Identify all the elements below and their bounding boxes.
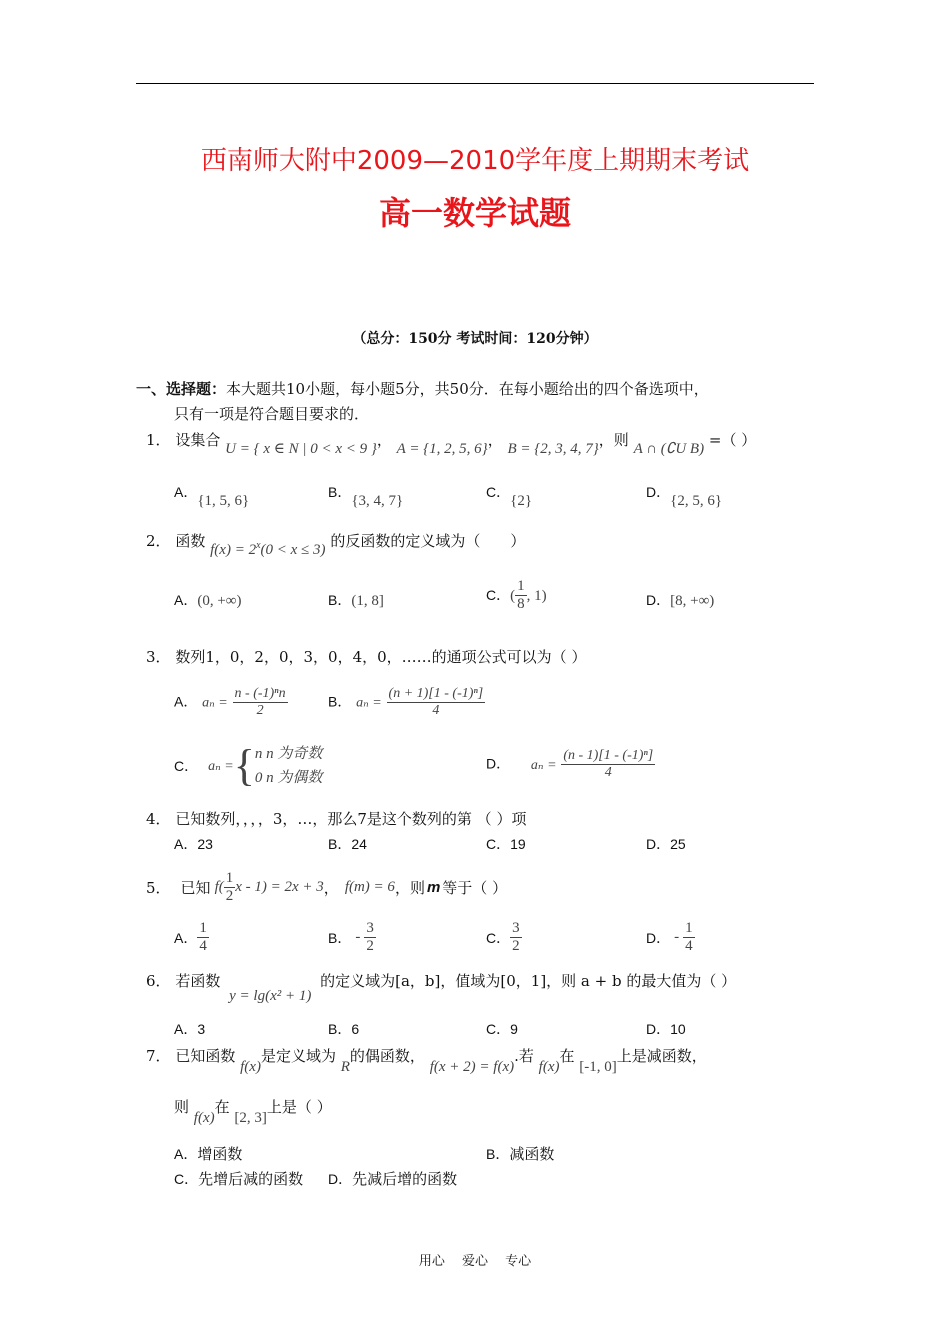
q3-option-d-numerator: (n - 1)[1 - (-1)ⁿ]	[561, 748, 655, 765]
q7-option-a-value: 增函数	[197, 1145, 243, 1163]
q4-option-a-label: A．	[174, 836, 198, 852]
q7-option-d	[328, 1168, 457, 1189]
q6-option-b-value: 6	[351, 1021, 360, 1037]
q3-option-d-label: D．	[486, 755, 511, 772]
q5-option-d-fraction	[683, 920, 695, 956]
q3-option-a-fraction	[233, 686, 288, 719]
q1-equals: =（ ）	[708, 431, 757, 449]
q3-option-d	[486, 748, 655, 781]
q7-option-d-value: 先减后增的函数	[352, 1170, 458, 1188]
exam-subtitle: 高一数学试题	[378, 194, 571, 232]
q2-function	[210, 542, 325, 558]
q5-option-d-label: D．	[646, 929, 671, 946]
q7-line2-pre: 则	[174, 1098, 190, 1116]
q5-f-numerator: 1	[224, 870, 236, 888]
q6-option-d-label: D．	[646, 1021, 671, 1037]
q3-option-b-denominator: 4	[432, 703, 440, 719]
q1-option-d	[646, 482, 723, 509]
q3-option-a-an: aₙ =	[202, 695, 228, 711]
q6-number: 6．	[146, 972, 171, 990]
q1-stem: 设集合	[175, 431, 221, 449]
q5-option-c	[486, 920, 522, 956]
exam-title: 西南师大附中2009—2010学年度上期期末考试	[200, 146, 750, 176]
q5-f-rest: x - 1) = 2x + 3	[235, 879, 324, 896]
q7-text6: 在	[214, 1098, 230, 1116]
q5-comma: ，	[323, 879, 339, 898]
question-3	[146, 646, 586, 667]
q2-option-a-value: (0, +∞)	[197, 593, 242, 609]
q5-f-fraction	[224, 870, 236, 906]
q4-option-d-label: D．	[646, 836, 671, 852]
q5-option-c-denominator: 2	[512, 938, 520, 955]
q4-option-c-label: C．	[486, 836, 511, 852]
q2-function-domain: (0 < x ≤ 3)	[260, 542, 326, 558]
section-intro-line2: 只有一项是符合题目要求的．	[174, 405, 370, 423]
q6-option-a	[174, 1019, 205, 1039]
q2-option-b-value: (1, 8]	[351, 593, 384, 609]
q3-option-b-label: B．	[328, 693, 352, 710]
q5-option-c-fraction	[510, 920, 522, 956]
question-7	[146, 1045, 707, 1075]
q1-then: ，则	[598, 431, 629, 449]
q7-text1: 是定义域为	[260, 1047, 336, 1065]
q6-option-d	[646, 1019, 686, 1039]
q3-option-a-denominator: 2	[256, 703, 264, 719]
q1-number: 1．	[146, 431, 171, 449]
q5-option-a-numerator: 1	[197, 920, 209, 938]
q4-option-a	[174, 834, 213, 854]
q5-option-a-label: A．	[174, 929, 198, 946]
q4-stem: 已知数列，，，，3，…，那么7是这个数列的第 （ ）项	[175, 810, 527, 828]
q3-option-c-an: aₙ =	[208, 758, 234, 774]
q6-option-c-value: 9	[510, 1021, 518, 1037]
q3-option-d-denominator: 4	[604, 765, 612, 781]
q7-number: 7．	[146, 1047, 171, 1065]
q7-interval1: [-1, 0]	[579, 1059, 617, 1075]
section-heading: 一、选择题：	[136, 380, 227, 398]
q7-option-c-label: C．	[174, 1171, 199, 1187]
question-4	[146, 808, 526, 829]
q3-option-b-numerator: (n + 1)[1 - (-1)ⁿ]	[387, 686, 486, 703]
q3-option-b-an: aₙ =	[356, 695, 382, 711]
q3-option-c-row2: 0 n 为偶数	[254, 770, 323, 786]
section-intro	[136, 378, 709, 399]
q5-option-b	[328, 920, 376, 956]
q5-option-b-sign: -	[355, 929, 361, 946]
q7-interval2: [2, 3]	[234, 1110, 267, 1126]
q1-option-c	[486, 482, 533, 509]
q7-option-a	[174, 1143, 242, 1164]
q2-option-b	[328, 590, 384, 610]
q5-option-b-denominator: 2	[366, 938, 374, 955]
q5-option-d	[646, 920, 695, 956]
q5-option-a-denominator: 4	[199, 938, 207, 955]
q2-option-b-label: B．	[328, 592, 352, 608]
q1-option-a-value: {1, 5, 6}	[197, 493, 250, 509]
q5-option-c-label: C．	[486, 929, 511, 946]
q7-r: R	[340, 1059, 350, 1075]
q2-function-exponent: x	[256, 540, 261, 551]
page-footer: 用心 爱心 专心	[418, 1254, 532, 1269]
q6-rest: 的定义域为[a，b]，值域为[0，1]，则 a + b 的最大值为（ ）	[320, 972, 737, 990]
q2-option-c-denominator: 8	[517, 596, 525, 613]
q1-comma1: ，	[376, 431, 392, 449]
q5-option-d-denominator: 4	[685, 938, 693, 955]
q7-text7: 上是（ ）	[266, 1098, 332, 1116]
q2-option-c-open: (	[510, 587, 516, 604]
q3-option-c	[174, 742, 322, 790]
header-rule	[136, 83, 814, 84]
q7-stem: 已知函数	[175, 1047, 236, 1065]
q7-fx2: f(x)	[538, 1059, 560, 1075]
q7-option-b-value: 减函数	[509, 1145, 555, 1163]
q6-stem: 若函数	[175, 972, 221, 990]
q2-option-c	[486, 578, 547, 614]
q1-option-a	[174, 482, 250, 509]
q7-text4: 在	[559, 1047, 575, 1065]
q2-option-d-label: D．	[646, 592, 671, 608]
q2-function-base: f(x) = 2	[210, 542, 257, 558]
q7-option-b-label: B．	[486, 1146, 510, 1162]
q1-option-c-value: {2}	[510, 493, 533, 509]
question-2	[146, 530, 526, 558]
q1-option-d-value: {2, 5, 6}	[670, 493, 723, 509]
q2-rest: 的反函数的定义域为（ ）	[330, 532, 526, 550]
q7-text2: 的偶函数，	[349, 1047, 425, 1065]
q1-option-b-label: B．	[328, 484, 352, 500]
q5-option-d-numerator: 1	[683, 920, 695, 938]
q7-fx3: f(x)	[193, 1110, 215, 1126]
q1-option-b-value: {3, 4, 7}	[351, 493, 404, 509]
q1-set-a: A = {1, 2, 5, 6}	[396, 441, 488, 457]
q3-option-b-fraction	[387, 686, 486, 719]
q3-stem: 数列1，0，2，0，3，0，4，0，……的通项公式可以为（ ）	[175, 648, 587, 666]
q6-option-a-value: 3	[197, 1021, 206, 1037]
q3-option-a-numerator: n - (-1)ⁿn	[233, 686, 288, 703]
q2-option-c-numerator: 1	[515, 578, 527, 596]
section-intro-line1: 本大题共10小题，每小题5分，共50分．在每小题给出的四个备选项中，	[226, 380, 709, 398]
q1-expression: A ∩ (∁U B)	[633, 441, 705, 457]
q7-fx: f(x)	[240, 1059, 261, 1075]
q2-option-d	[646, 590, 714, 610]
q3-option-b	[328, 686, 485, 719]
q5-f-denominator: 2	[225, 888, 234, 905]
q6-function: y = lg(x² + 1)	[229, 988, 312, 1004]
q6-option-c-label: C．	[486, 1021, 511, 1037]
q3-number: 3．	[146, 648, 171, 666]
q5-option-b-numerator: 3	[364, 920, 376, 938]
q2-option-a-label: A．	[174, 592, 198, 608]
q5-rest: ，则	[394, 879, 425, 898]
q3-option-c-label: C．	[174, 758, 199, 774]
q4-option-d	[646, 834, 686, 854]
q1-option-b	[328, 482, 404, 509]
q5-option-a	[174, 920, 209, 956]
q6-option-a-label: A．	[174, 1021, 198, 1037]
question-7-line2	[174, 1096, 332, 1126]
q5-number: 5．	[146, 879, 171, 898]
q7-option-d-label: D．	[328, 1171, 353, 1187]
q7-text5: 上是减函数，	[616, 1047, 707, 1065]
q1-comma2: ，	[487, 431, 503, 449]
q1-set-b: B = {2, 3, 4, 7}	[507, 441, 599, 457]
q2-option-c-fraction	[515, 578, 527, 614]
question-6	[146, 970, 737, 1004]
q3-option-c-brace: {	[233, 741, 255, 790]
q5-fm: f(m) = 6	[344, 879, 395, 896]
q7-option-c	[174, 1168, 303, 1189]
q4-option-c-value: 19	[510, 836, 526, 852]
q1-option-c-label: C．	[486, 484, 511, 500]
q5-option-a-fraction	[197, 920, 209, 956]
q3-option-c-row1: n n 为奇数	[254, 746, 323, 762]
q1-option-a-label: A．	[174, 484, 198, 500]
q5-rest2: 等于（ ）	[442, 879, 508, 898]
q4-option-b-label: B．	[328, 836, 352, 852]
q6-option-b	[328, 1019, 359, 1039]
q1-set-u: U = { x ∈ N | 0 < x < 9 }	[225, 441, 377, 457]
q3-option-d-an: aₙ =	[530, 757, 557, 773]
q4-option-a-value: 23	[197, 836, 213, 852]
q3-option-d-fraction	[561, 748, 655, 781]
q6-option-d-value: 10	[670, 1021, 686, 1037]
q5-stem: 已知	[180, 879, 211, 898]
q3-option-a	[174, 686, 288, 719]
q6-option-c	[486, 1019, 518, 1039]
q4-option-b-value: 24	[351, 836, 367, 852]
exam-meta: （总分：150分 考试时间：120分钟）	[352, 331, 598, 347]
q4-option-d-value: 25	[670, 836, 686, 852]
question-5	[146, 870, 507, 906]
q5-m: m	[426, 879, 441, 897]
q2-stem: 函数	[175, 532, 206, 550]
q2-option-d-value: [8, +∞)	[670, 593, 715, 609]
q2-option-c-label: C．	[486, 586, 511, 603]
q5-option-d-sign: -	[674, 929, 680, 946]
q7-condition: f(x + 2) = f(x)	[429, 1059, 515, 1075]
q3-option-a-label: A．	[174, 693, 198, 710]
q7-option-c-value: 先增后减的函数	[198, 1170, 304, 1188]
q5-option-b-fraction	[364, 920, 376, 956]
q4-option-b	[328, 834, 367, 854]
q7-option-a-label: A．	[174, 1146, 198, 1162]
q7-text3: .若	[514, 1047, 534, 1065]
q5-option-b-label: B．	[328, 929, 352, 946]
q5-option-c-numerator: 3	[510, 920, 522, 938]
q4-number: 4．	[146, 810, 171, 828]
q5-f-open: f(	[214, 879, 224, 896]
q6-option-b-label: B．	[328, 1021, 352, 1037]
question-1	[146, 429, 757, 457]
q2-number: 2．	[146, 532, 171, 550]
q2-option-a	[174, 590, 242, 610]
q4-option-c	[486, 834, 526, 854]
q7-option-b	[486, 1143, 554, 1164]
q2-option-c-close: , 1)	[526, 587, 547, 604]
q1-option-d-label: D．	[646, 484, 671, 500]
